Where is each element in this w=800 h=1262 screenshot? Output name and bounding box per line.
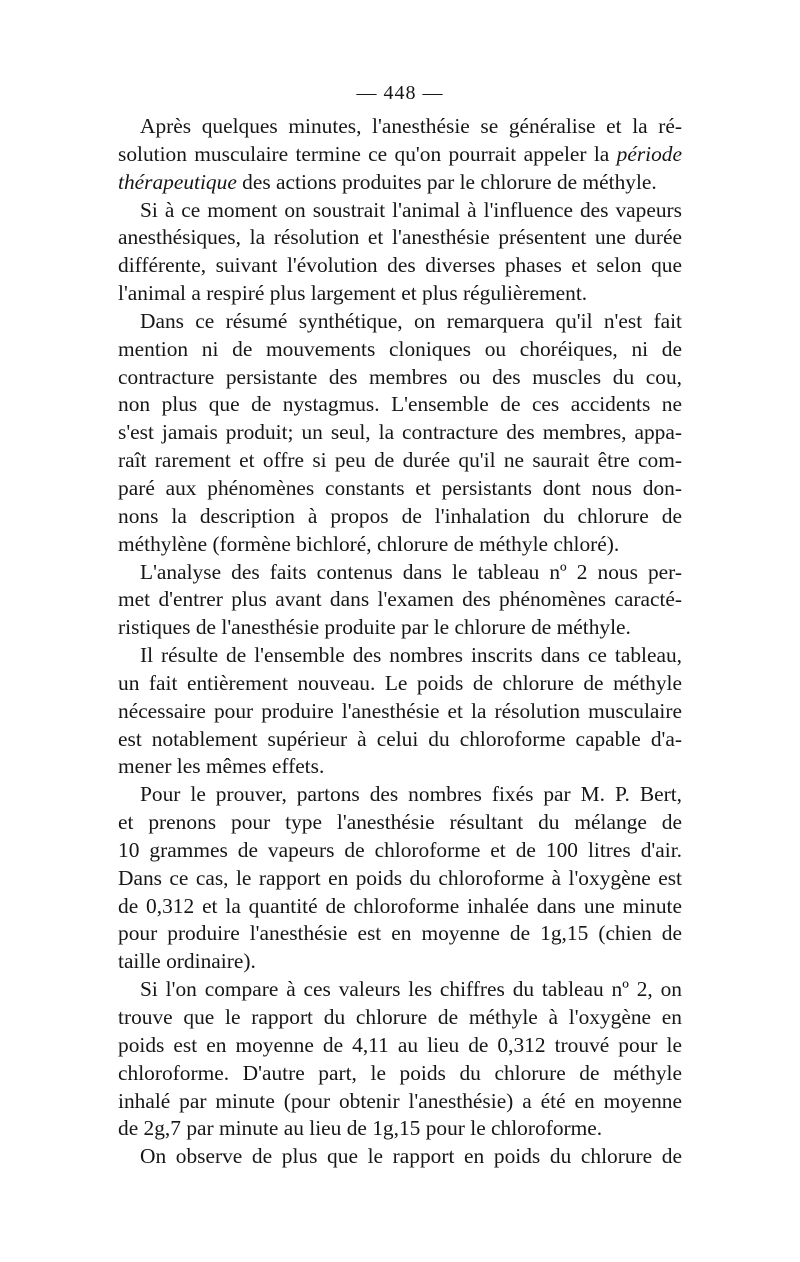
page-number: — 448 —	[356, 82, 444, 104]
text-line	[118, 1088, 682, 1116]
text-line	[118, 1143, 682, 1171]
text-line	[118, 336, 682, 364]
text-line	[118, 698, 682, 726]
text-line	[118, 976, 682, 1004]
italic-text: thérapeutique	[118, 169, 237, 194]
line-text: On observe de plus que le rapport en poids du chlorure de	[140, 1144, 682, 1169]
text-line	[118, 1004, 682, 1032]
line-text: un fait entièrement nouveau. Le poids de chlorure de méthyle	[118, 670, 682, 695]
text-line	[118, 252, 682, 280]
line-text: Dans ce résumé synthétique, on remarquera qu'il n'est fait	[140, 308, 682, 333]
line-text: raît rarement et offre si peu de durée qu'il ne saurait être com-	[118, 448, 682, 473]
line-text: pour produire l'anesthésie est en moyenne de 1g,15 (chien de	[118, 921, 682, 946]
text-line	[118, 753, 682, 781]
text-line	[118, 308, 682, 336]
line-text: mention ni de mouvements cloniques ou choréiques, ni de	[118, 336, 682, 361]
text-line	[118, 809, 682, 837]
text-line	[118, 893, 682, 921]
line-text: nons la description à propos de l'inhalation du chlorure de	[118, 503, 682, 528]
text-line	[118, 1115, 682, 1143]
text-line	[118, 475, 682, 503]
line-text: paré aux phénomènes constants et persistants dont nous don-	[118, 475, 682, 500]
text-line	[118, 586, 682, 614]
text-line	[118, 503, 682, 531]
text-line	[118, 642, 682, 670]
text-line	[118, 726, 682, 754]
line-text: L'analyse des faits contenus dans le tableau nº 2 nous per-	[140, 559, 682, 584]
line-text: ristiques de l'anesthésie produite par le chlorure de méthyle.	[118, 615, 631, 640]
line-text: mener les mêmes effets.	[118, 754, 325, 779]
line-text: solution musculaire termine ce qu'on pourrait appeler la	[118, 141, 617, 166]
line-text: de 0,312 et la quantité de chloroforme inhalée dans une minute	[118, 893, 682, 918]
text-line	[118, 670, 682, 698]
text-line	[118, 169, 682, 197]
text-line	[118, 141, 682, 169]
line-text: contracture persistante des membres ou des muscles du cou,	[118, 364, 682, 389]
text-line	[118, 447, 682, 475]
text-line	[118, 419, 682, 447]
line-text: méthylène (formène bichloré, chlorure de méthyle chloré).	[118, 531, 620, 556]
text-line	[118, 224, 682, 252]
line-text: et prenons pour type l'anesthésie résultant du mélange de	[118, 810, 682, 835]
line-text: met d'entrer plus avant dans l'examen des phénomènes caracté-	[118, 587, 682, 612]
text-line	[118, 531, 682, 559]
line-text: chloroforme. D'autre part, le poids du chlorure de méthyle	[118, 1060, 682, 1085]
text-line	[118, 113, 682, 141]
text-line	[118, 391, 682, 419]
line-text: différente, suivant l'évolution des diverses phases et selon que	[118, 253, 682, 278]
line-text: Pour le prouver, partons des nombres fixés par M. P. Bert,	[140, 782, 682, 807]
text-line	[118, 559, 682, 587]
text-line	[118, 280, 682, 308]
text-line	[118, 948, 682, 976]
body-text	[118, 113, 682, 1171]
line-text: anesthésiques, la résolution et l'anesthésie présentent une durée	[118, 225, 682, 250]
line-text: Si l'on compare à ces valeurs les chiffres du tableau nº 2, on	[140, 977, 682, 1002]
line-text: taille ordinaire).	[118, 949, 256, 974]
line-text: 10 grammes de vapeurs de chloroforme et de 100 litres d'air.	[118, 837, 682, 862]
text-line	[118, 614, 682, 642]
text-line	[118, 920, 682, 948]
text-line	[118, 837, 682, 865]
line-text: inhalé par minute (pour obtenir l'anesthésie) a été en moyenne	[118, 1088, 682, 1113]
line-text: de 2g,7 par minute au lieu de 1g,15 pour le chloroforme.	[118, 1116, 603, 1141]
line-text: non plus que de nystagmus. L'ensemble de ces accidents ne	[118, 392, 682, 417]
text-line	[118, 865, 682, 893]
line-text: l'animal a respiré plus largement et plus régulièrement.	[118, 281, 588, 306]
line-text: s'est jamais produit; un seul, la contracture des membres, appa-	[118, 420, 682, 445]
text-line	[118, 781, 682, 809]
line-text: nécessaire pour produire l'anesthésie et la résolution musculaire	[118, 698, 682, 723]
text-line	[118, 197, 682, 225]
line-text: Si à ce moment on soustrait l'animal à l'influence des vapeurs	[140, 197, 682, 222]
line-text: poids est en moyenne de 4,11 au lieu de 0,312 trouvé pour le	[118, 1032, 682, 1057]
line-text: trouve que le rapport du chlorure de méthyle à l'oxygène en	[118, 1005, 682, 1029]
text-line	[118, 1032, 682, 1060]
line-text: Il résulte de l'ensemble des nombres inscrits dans ce tableau,	[140, 643, 682, 668]
text-line	[118, 1060, 682, 1088]
line-text: est notablement supérieur à celui du chloroforme capable d'a-	[118, 726, 682, 751]
line-text: Après quelques minutes, l'anesthésie se généralise et la ré-	[140, 114, 682, 138]
text-line	[118, 364, 682, 392]
line-text: Dans ce cas, le rapport en poids du chloroforme à l'oxygène est	[118, 865, 682, 890]
line-text: des actions produites par le chlorure de méthyle.	[236, 169, 657, 194]
italic-text: période	[616, 141, 682, 166]
